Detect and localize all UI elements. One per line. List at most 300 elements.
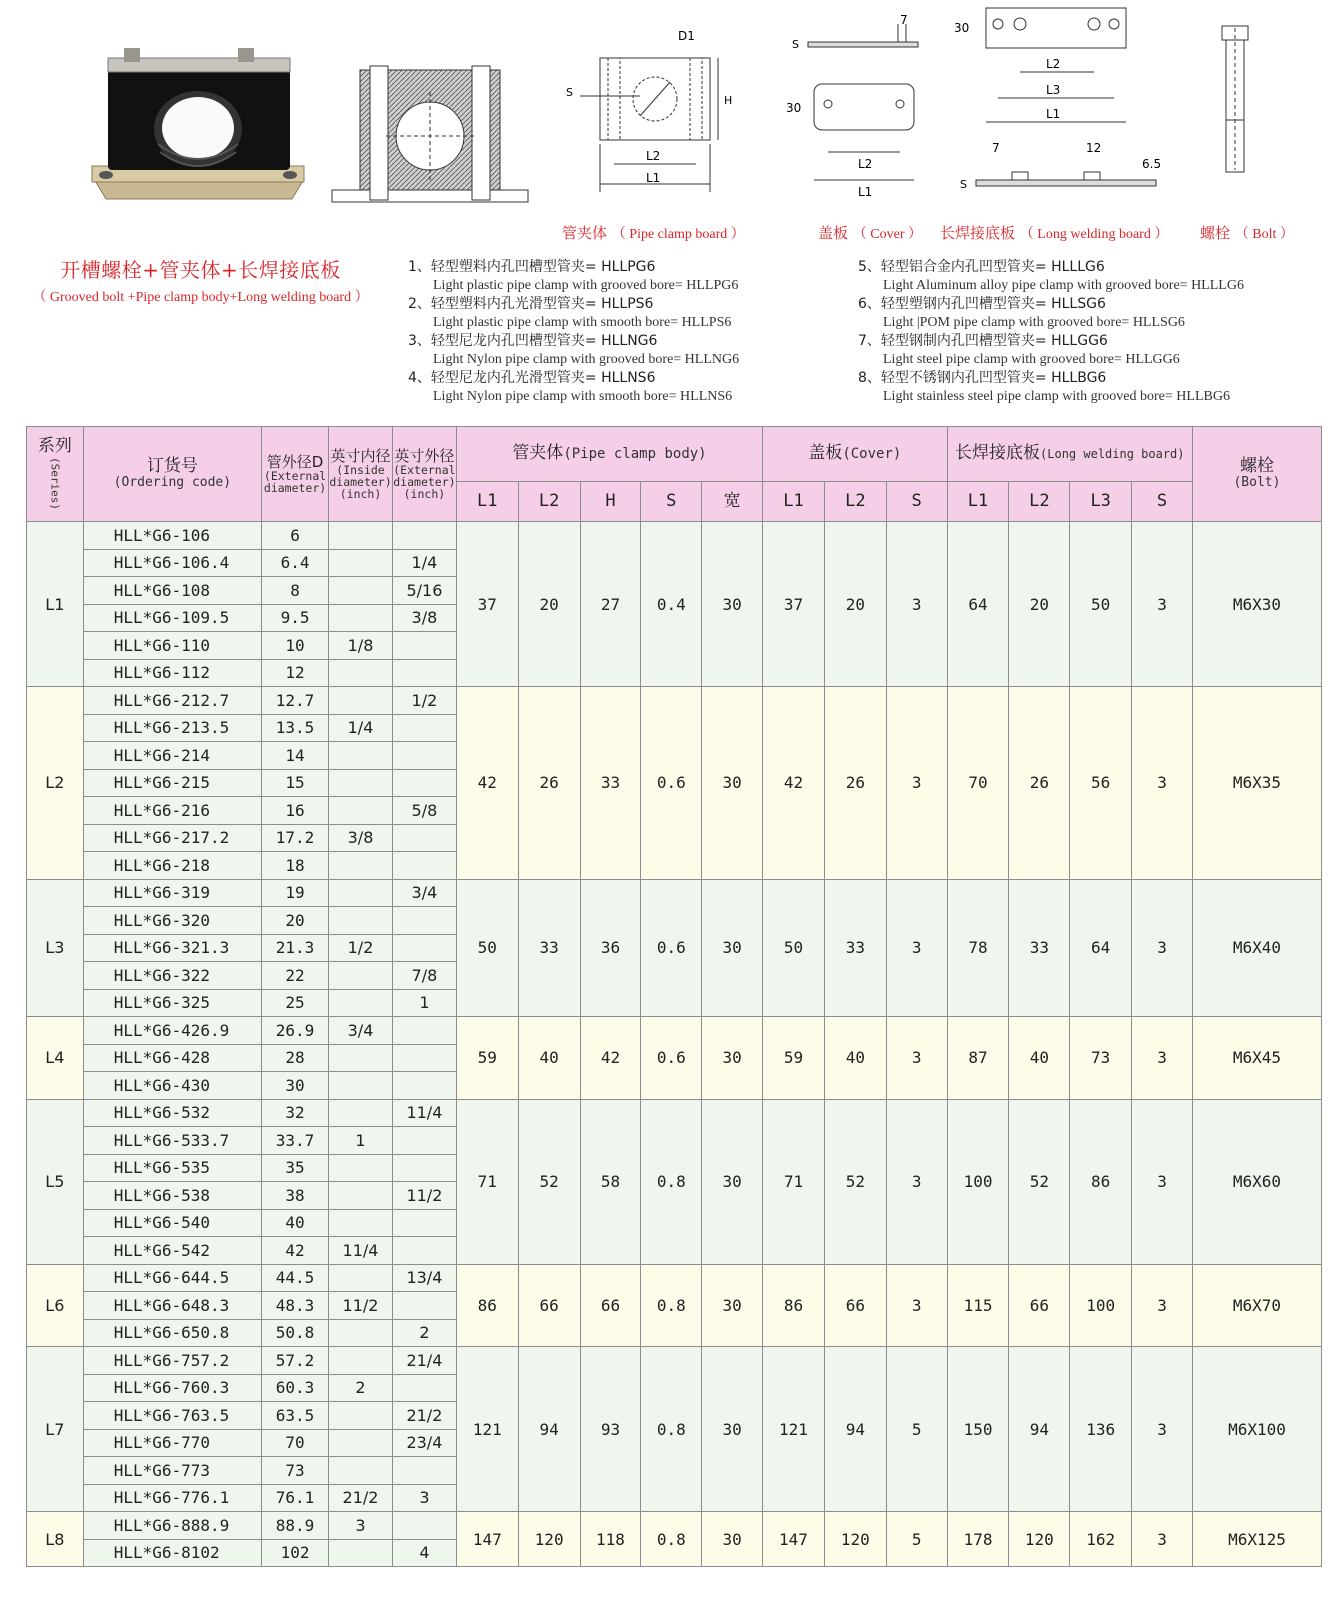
external-diameter-inch-cell bbox=[392, 1457, 456, 1485]
dim-S: S bbox=[960, 178, 967, 191]
body-l1-cell: 86 bbox=[456, 1264, 518, 1347]
inside-diameter-inch-cell bbox=[329, 522, 393, 550]
illustration-area bbox=[0, 0, 1343, 420]
weld-s-cell: 3 bbox=[1132, 1264, 1193, 1347]
external-diameter-inch-cell bbox=[392, 1044, 456, 1072]
inside-diameter-inch-cell bbox=[329, 989, 393, 1017]
ordering-code-cell: HLL*G6-8102 bbox=[83, 1539, 261, 1567]
body-s-cell: 0.8 bbox=[641, 1512, 702, 1567]
external-diameter-cell: 6 bbox=[262, 522, 329, 550]
inside-diameter-inch-cell bbox=[329, 1402, 393, 1430]
cover-l2-cell: 20 bbox=[824, 522, 886, 687]
body-s-cell: 0.8 bbox=[641, 1264, 702, 1347]
type-list-left bbox=[408, 258, 739, 406]
inside-diameter-inch-cell: 2 bbox=[329, 1374, 393, 1402]
external-diameter-inch-cell bbox=[392, 1292, 456, 1320]
inside-diameter-inch-cell: 1/4 bbox=[329, 714, 393, 742]
external-diameter-inch-cell bbox=[392, 934, 456, 962]
weld-s-cell: 3 bbox=[1132, 1512, 1193, 1567]
weld-s-cell: 3 bbox=[1132, 687, 1193, 880]
body-h-cell: 33 bbox=[580, 687, 641, 880]
type-list-right bbox=[858, 258, 1244, 406]
body-width-cell: 30 bbox=[702, 879, 763, 1017]
external-diameter-inch-cell: 11/2 bbox=[392, 1182, 456, 1210]
inside-diameter-inch-cell: 3/4 bbox=[329, 1017, 393, 1045]
ordering-code-cell: HLL*G6-320 bbox=[83, 907, 261, 935]
ordering-code-cell: HLL*G6-215 bbox=[83, 769, 261, 797]
ordering-code-cell: HLL*G6-213.5 bbox=[83, 714, 261, 742]
dim-H: H bbox=[724, 94, 733, 107]
bolt-cell: M6X40 bbox=[1192, 879, 1321, 1017]
external-diameter-inch-cell: 1 bbox=[392, 989, 456, 1017]
ordering-code-cell: HLL*G6-108 bbox=[83, 577, 261, 605]
cover-l1-cell: 37 bbox=[763, 522, 825, 687]
header-cover-l2: L2 bbox=[824, 482, 886, 522]
cover-l2-cell: 52 bbox=[824, 1099, 886, 1264]
external-diameter-inch-cell bbox=[392, 1374, 456, 1402]
inside-diameter-inch-cell bbox=[329, 577, 393, 605]
dim-S: S bbox=[792, 38, 799, 51]
cover-l1-cell: 42 bbox=[763, 687, 825, 880]
external-diameter-cell: 76.1 bbox=[262, 1484, 329, 1512]
spec-table-body bbox=[27, 522, 1322, 1567]
ordering-code-cell: HLL*G6-760.3 bbox=[83, 1374, 261, 1402]
weld-s-cell: 3 bbox=[1132, 522, 1193, 687]
inside-diameter-inch-cell: 21/2 bbox=[329, 1484, 393, 1512]
dim-L3: L3 bbox=[1046, 83, 1061, 97]
external-diameter-inch-cell bbox=[392, 1072, 456, 1100]
bolt-cell: M6X125 bbox=[1192, 1512, 1321, 1567]
ordering-code-cell: HLL*G6-770 bbox=[83, 1429, 261, 1457]
external-diameter-cell: 13.5 bbox=[262, 714, 329, 742]
series-cell: L4 bbox=[27, 1017, 84, 1100]
body-h-cell: 66 bbox=[580, 1264, 641, 1347]
series-cell: L3 bbox=[27, 879, 84, 1017]
external-diameter-inch-cell: 1/4 bbox=[392, 549, 456, 577]
ordering-code-cell: HLL*G6-217.2 bbox=[83, 824, 261, 852]
type-item: 2、轻型塑料内孔光滑型管夹= HLLPS6 Light plastic pipe clamp with smooth bore= HLLPS6 bbox=[408, 296, 732, 330]
body-width-cell: 30 bbox=[702, 1347, 763, 1512]
external-diameter-inch-cell bbox=[392, 824, 456, 852]
ordering-code-cell: HLL*G6-109.5 bbox=[83, 604, 261, 632]
external-diameter-cell: 21.3 bbox=[262, 934, 329, 962]
series-cell: L1 bbox=[27, 522, 84, 687]
inside-diameter-inch-cell: 1 bbox=[329, 1127, 393, 1155]
ordering-code-cell: HLL*G6-888.9 bbox=[83, 1512, 261, 1540]
weld-l1-cell: 70 bbox=[947, 687, 1009, 880]
external-diameter-cell: 102 bbox=[262, 1539, 329, 1567]
external-diameter-inch-cell bbox=[392, 769, 456, 797]
external-diameter-cell: 12 bbox=[262, 659, 329, 687]
weld-l2-cell: 33 bbox=[1009, 879, 1070, 1017]
external-diameter-cell: 14 bbox=[262, 742, 329, 770]
external-diameter-cell: 26.9 bbox=[262, 1017, 329, 1045]
header-body-l2: L2 bbox=[518, 482, 580, 522]
cover-s-cell: 3 bbox=[886, 879, 947, 1017]
external-diameter-cell: 57.2 bbox=[262, 1347, 329, 1375]
external-diameter-cell: 73 bbox=[262, 1457, 329, 1485]
external-diameter-inch-cell: 21/4 bbox=[392, 1347, 456, 1375]
weld-s-cell: 3 bbox=[1132, 1347, 1193, 1512]
external-diameter-inch-cell bbox=[392, 1209, 456, 1237]
inside-diameter-inch-cell bbox=[329, 769, 393, 797]
table-row bbox=[27, 1099, 1322, 1127]
ordering-code-cell: HLL*G6-650.8 bbox=[83, 1319, 261, 1347]
cover-l2-cell: 94 bbox=[824, 1347, 886, 1512]
external-diameter-cell: 48.3 bbox=[262, 1292, 329, 1320]
body-width-cell: 30 bbox=[702, 1017, 763, 1100]
header-cover: 盖板(Cover) bbox=[763, 427, 948, 482]
body-h-cell: 42 bbox=[580, 1017, 641, 1100]
dim-L1: L1 bbox=[1046, 107, 1061, 121]
main-title-en: （ Grooved bolt +Pipe clamp body+Long welding board ） bbox=[32, 290, 369, 305]
ordering-code-cell: HLL*G6-533.7 bbox=[83, 1127, 261, 1155]
external-diameter-cell: 42 bbox=[262, 1237, 329, 1265]
body-l1-cell: 147 bbox=[456, 1512, 518, 1567]
dim-L1: L1 bbox=[646, 171, 661, 185]
table-row bbox=[27, 1264, 1322, 1292]
external-diameter-inch-cell: 2 bbox=[392, 1319, 456, 1347]
body-l2-cell: 66 bbox=[518, 1264, 580, 1347]
external-diameter-inch-cell bbox=[392, 907, 456, 935]
weld-l3-cell: 73 bbox=[1070, 1017, 1132, 1100]
ordering-code-cell: HLL*G6-430 bbox=[83, 1072, 261, 1100]
ordering-code-cell: HLL*G6-426.9 bbox=[83, 1017, 261, 1045]
ordering-code-cell: HLL*G6-540 bbox=[83, 1209, 261, 1237]
inside-diameter-inch-cell: 11/4 bbox=[329, 1237, 393, 1265]
external-diameter-cell: 9.5 bbox=[262, 604, 329, 632]
external-diameter-cell: 19 bbox=[262, 879, 329, 907]
external-diameter-inch-cell: 7/8 bbox=[392, 962, 456, 990]
external-diameter-inch-cell bbox=[392, 659, 456, 687]
weld-s-cell: 3 bbox=[1132, 879, 1193, 1017]
label-bolt: 螺栓 （ Bolt ） bbox=[1200, 224, 1294, 242]
weld-l3-cell: 86 bbox=[1070, 1099, 1132, 1264]
inside-diameter-inch-cell bbox=[329, 879, 393, 907]
table-row bbox=[27, 687, 1322, 715]
external-diameter-inch-cell bbox=[392, 1127, 456, 1155]
dim-30: 30 bbox=[954, 21, 970, 35]
header-weld-l1: L1 bbox=[947, 482, 1009, 522]
external-diameter-cell: 32 bbox=[262, 1099, 329, 1127]
type-item: 4、轻型尼龙内孔光滑型管夹= HLLNS6 Light Nylon pipe clamp with smooth bore= HLLNS6 bbox=[408, 370, 733, 404]
ordering-code-cell: HLL*G6-322 bbox=[83, 962, 261, 990]
body-width-cell: 30 bbox=[702, 522, 763, 687]
header-body-s: S bbox=[641, 482, 702, 522]
weld-l2-cell: 120 bbox=[1009, 1512, 1070, 1567]
inside-diameter-inch-cell bbox=[329, 1429, 393, 1457]
weld-l3-cell: 56 bbox=[1070, 687, 1132, 880]
ordering-code-cell: HLL*G6-218 bbox=[83, 852, 261, 880]
external-diameter-cell: 70 bbox=[262, 1429, 329, 1457]
weld-l1-cell: 64 bbox=[947, 522, 1009, 687]
table-row bbox=[27, 1017, 1322, 1045]
external-diameter-inch-cell: 13/4 bbox=[392, 1264, 456, 1292]
label-cover: 盖板 （ Cover ） bbox=[818, 224, 923, 242]
body-s-cell: 0.6 bbox=[641, 879, 702, 1017]
ordering-code-cell: HLL*G6-535 bbox=[83, 1154, 261, 1182]
cover-s-cell: 5 bbox=[886, 1347, 947, 1512]
weld-l2-cell: 66 bbox=[1009, 1264, 1070, 1347]
inside-diameter-inch-cell bbox=[329, 1319, 393, 1347]
cover-l1-cell: 147 bbox=[763, 1512, 825, 1567]
external-diameter-inch-cell bbox=[392, 1512, 456, 1540]
cover-l2-cell: 33 bbox=[824, 879, 886, 1017]
label-pipe-clamp-board: 管夹体 （ Pipe clamp board ） bbox=[562, 224, 745, 242]
weld-l3-cell: 162 bbox=[1070, 1512, 1132, 1567]
body-l2-cell: 26 bbox=[518, 687, 580, 880]
header-series: 系列 (Series) bbox=[27, 427, 84, 522]
weld-l2-cell: 40 bbox=[1009, 1017, 1070, 1100]
external-diameter-cell: 6.4 bbox=[262, 549, 329, 577]
ordering-code-cell: HLL*G6-214 bbox=[83, 742, 261, 770]
cover-s-cell: 5 bbox=[886, 1512, 947, 1567]
body-l2-cell: 120 bbox=[518, 1512, 580, 1567]
inside-diameter-inch-cell: 3/8 bbox=[329, 824, 393, 852]
external-diameter-inch-cell: 21/2 bbox=[392, 1402, 456, 1430]
dim-L2: L2 bbox=[858, 157, 873, 171]
weld-s-cell: 3 bbox=[1132, 1017, 1193, 1100]
header-cover-l1: L1 bbox=[763, 482, 825, 522]
bolt-cell: M6X35 bbox=[1192, 687, 1321, 880]
body-h-cell: 58 bbox=[580, 1099, 641, 1264]
section-drawing bbox=[330, 62, 530, 206]
bolt-cell: M6X60 bbox=[1192, 1099, 1321, 1264]
table-row bbox=[27, 879, 1322, 907]
external-diameter-inch-cell: 3 bbox=[392, 1484, 456, 1512]
header-external-diameter-inch: 英寸外径 (External diameter) (inch) bbox=[392, 427, 456, 522]
cover-s-cell: 3 bbox=[886, 522, 947, 687]
label-long-welding-board: 长焊接底板 （ Long welding board ） bbox=[940, 224, 1169, 242]
body-l2-cell: 40 bbox=[518, 1017, 580, 1100]
weld-l1-cell: 100 bbox=[947, 1099, 1009, 1264]
series-cell: L8 bbox=[27, 1512, 84, 1567]
weld-l2-cell: 26 bbox=[1009, 687, 1070, 880]
body-width-cell: 30 bbox=[702, 1099, 763, 1264]
bolt-cell: M6X45 bbox=[1192, 1017, 1321, 1100]
table-row bbox=[27, 522, 1322, 550]
ordering-code-cell: HLL*G6-106.4 bbox=[83, 549, 261, 577]
body-s-cell: 0.6 bbox=[641, 687, 702, 880]
cover-s-cell: 3 bbox=[886, 1017, 947, 1100]
ordering-code-cell: HLL*G6-212.7 bbox=[83, 687, 261, 715]
series-cell: L6 bbox=[27, 1264, 84, 1347]
dim-D1: D1 bbox=[678, 29, 695, 43]
cover-l1-cell: 71 bbox=[763, 1099, 825, 1264]
external-diameter-inch-cell bbox=[392, 1237, 456, 1265]
inside-diameter-inch-cell bbox=[329, 962, 393, 990]
external-diameter-inch-cell: 5/8 bbox=[392, 797, 456, 825]
ordering-code-cell: HLL*G6-112 bbox=[83, 659, 261, 687]
dim-S: S bbox=[566, 86, 573, 99]
external-diameter-cell: 35 bbox=[262, 1154, 329, 1182]
inside-diameter-inch-cell bbox=[329, 1539, 393, 1567]
ordering-code-cell: HLL*G6-773 bbox=[83, 1457, 261, 1485]
external-diameter-inch-cell: 5/16 bbox=[392, 577, 456, 605]
bolt-drawing bbox=[1210, 20, 1260, 180]
cover-l1-cell: 121 bbox=[763, 1347, 825, 1512]
cover-l1-cell: 86 bbox=[763, 1264, 825, 1347]
external-diameter-inch-cell bbox=[392, 522, 456, 550]
ordering-code-cell: HLL*G6-644.5 bbox=[83, 1264, 261, 1292]
ordering-code-cell: HLL*G6-110 bbox=[83, 632, 261, 660]
external-diameter-cell: 40 bbox=[262, 1209, 329, 1237]
header-external-diameter: 管外径D (External diameter) bbox=[262, 427, 329, 522]
dim-30: 30 bbox=[786, 101, 802, 115]
cover-l1-cell: 50 bbox=[763, 879, 825, 1017]
external-diameter-cell: 22 bbox=[262, 962, 329, 990]
header-bolt: 螺栓 (Bolt) bbox=[1192, 427, 1321, 522]
external-diameter-cell: 63.5 bbox=[262, 1402, 329, 1430]
inside-diameter-inch-cell bbox=[329, 1099, 393, 1127]
inside-diameter-inch-cell bbox=[329, 852, 393, 880]
external-diameter-inch-cell bbox=[392, 714, 456, 742]
body-h-cell: 36 bbox=[580, 879, 641, 1017]
body-l1-cell: 59 bbox=[456, 1017, 518, 1100]
bolt-cell: M6X70 bbox=[1192, 1264, 1321, 1347]
inside-diameter-inch-cell bbox=[329, 1072, 393, 1100]
external-diameter-cell: 17.2 bbox=[262, 824, 329, 852]
body-h-cell: 27 bbox=[580, 522, 641, 687]
type-item: 5、轻型铝合金内孔凹型管夹= HLLLG6 Light Aluminum alloy pipe clamp with grooved bore= HLLLG6 bbox=[858, 259, 1244, 293]
weld-l1-cell: 150 bbox=[947, 1347, 1009, 1512]
body-h-cell: 118 bbox=[580, 1512, 641, 1567]
inside-diameter-inch-cell bbox=[329, 1347, 393, 1375]
header-body-h: H bbox=[580, 482, 641, 522]
ordering-code-cell: HLL*G6-321.3 bbox=[83, 934, 261, 962]
header-weld-l3: L3 bbox=[1070, 482, 1132, 522]
header-body-l1: L1 bbox=[456, 482, 518, 522]
body-h-cell: 93 bbox=[580, 1347, 641, 1512]
inside-diameter-inch-cell bbox=[329, 797, 393, 825]
weld-l1-cell: 115 bbox=[947, 1264, 1009, 1347]
inside-diameter-inch-cell bbox=[329, 604, 393, 632]
dim-7: 7 bbox=[992, 141, 1000, 155]
inside-diameter-inch-cell bbox=[329, 742, 393, 770]
body-l2-cell: 94 bbox=[518, 1347, 580, 1512]
ordering-code-cell: HLL*G6-542 bbox=[83, 1237, 261, 1265]
body-l2-cell: 33 bbox=[518, 879, 580, 1017]
body-l1-cell: 71 bbox=[456, 1099, 518, 1264]
inside-diameter-inch-cell bbox=[329, 1182, 393, 1210]
external-diameter-inch-cell: 3/8 bbox=[392, 604, 456, 632]
header-long-welding-board: 长焊接底板(Long welding board) bbox=[947, 427, 1192, 482]
cover-l2-cell: 66 bbox=[824, 1264, 886, 1347]
inside-diameter-inch-cell bbox=[329, 1154, 393, 1182]
external-diameter-cell: 10 bbox=[262, 632, 329, 660]
cover-l2-cell: 40 bbox=[824, 1017, 886, 1100]
cover-l2-cell: 26 bbox=[824, 687, 886, 880]
body-width-cell: 30 bbox=[702, 1264, 763, 1347]
dim-7: 7 bbox=[900, 13, 908, 27]
inside-diameter-inch-cell bbox=[329, 659, 393, 687]
dim-L2: L2 bbox=[1046, 57, 1061, 71]
inside-diameter-inch-cell: 1/2 bbox=[329, 934, 393, 962]
inside-diameter-inch-cell: 3 bbox=[329, 1512, 393, 1540]
bolt-cell: M6X30 bbox=[1192, 522, 1321, 687]
body-s-cell: 0.8 bbox=[641, 1347, 702, 1512]
header-ordering-code: 订货号 (Ordering code) bbox=[83, 427, 261, 522]
table-row bbox=[27, 1347, 1322, 1375]
body-s-cell: 0.4 bbox=[641, 522, 702, 687]
inside-diameter-inch-cell bbox=[329, 1209, 393, 1237]
ordering-code-cell: HLL*G6-428 bbox=[83, 1044, 261, 1072]
header-body-width: 宽 bbox=[702, 482, 763, 522]
body-l2-cell: 20 bbox=[518, 522, 580, 687]
external-diameter-cell: 15 bbox=[262, 769, 329, 797]
ordering-code-cell: HLL*G6-538 bbox=[83, 1182, 261, 1210]
header-weld-s: S bbox=[1132, 482, 1193, 522]
external-diameter-cell: 20 bbox=[262, 907, 329, 935]
external-diameter-inch-cell: 4 bbox=[392, 1539, 456, 1567]
type-item: 1、轻型塑料内孔凹槽型管夹= HLLPG6 Light plastic pipe clamp with grooved bore= HLLPG6 bbox=[408, 259, 739, 293]
weld-s-cell: 3 bbox=[1132, 1099, 1193, 1264]
cover-l2-cell: 120 bbox=[824, 1512, 886, 1567]
weld-l1-cell: 78 bbox=[947, 879, 1009, 1017]
dim-L2: L2 bbox=[646, 149, 661, 163]
ordering-code-cell: HLL*G6-532 bbox=[83, 1099, 261, 1127]
inside-diameter-inch-cell bbox=[329, 687, 393, 715]
external-diameter-inch-cell: 11/4 bbox=[392, 1099, 456, 1127]
external-diameter-cell: 60.3 bbox=[262, 1374, 329, 1402]
body-width-cell: 30 bbox=[702, 687, 763, 880]
cover-s-cell: 3 bbox=[886, 1264, 947, 1347]
pipe-clamp-drawing bbox=[560, 24, 740, 204]
external-diameter-cell: 28 bbox=[262, 1044, 329, 1072]
body-s-cell: 0.6 bbox=[641, 1017, 702, 1100]
body-l1-cell: 42 bbox=[456, 687, 518, 880]
type-item: 6、轻型塑钢内孔凹槽型管夹= HLLSG6 Light |POM pipe clamp with grooved bore= HLLSG6 bbox=[858, 296, 1185, 330]
external-diameter-inch-cell bbox=[392, 1017, 456, 1045]
weld-l2-cell: 94 bbox=[1009, 1347, 1070, 1512]
dim-L1: L1 bbox=[858, 185, 873, 199]
body-l1-cell: 121 bbox=[456, 1347, 518, 1512]
header-pipe-clamp-body: 管夹体(Pipe clamp body) bbox=[456, 427, 762, 482]
type-item: 8、轻型不锈钢内孔凹型管夹= HLLBG6 Light stainless steel pipe clamp with grooved bore= HLLBG6 bbox=[858, 370, 1230, 404]
type-item: 3、轻型尼龙内孔凹槽型管夹= HLLNG6 Light Nylon pipe clamp with grooved bore= HLLNG6 bbox=[408, 333, 740, 367]
ordering-code-cell: HLL*G6-216 bbox=[83, 797, 261, 825]
header-cover-s: S bbox=[886, 482, 947, 522]
ordering-code-cell: HLL*G6-106 bbox=[83, 522, 261, 550]
weld-l3-cell: 50 bbox=[1070, 522, 1132, 687]
ordering-code-cell: HLL*G6-325 bbox=[83, 989, 261, 1017]
external-diameter-inch-cell: 23/4 bbox=[392, 1429, 456, 1457]
body-l1-cell: 50 bbox=[456, 879, 518, 1017]
header-inside-diameter-inch: 英寸内径 (Inside diameter) (inch) bbox=[329, 427, 393, 522]
body-s-cell: 0.8 bbox=[641, 1099, 702, 1264]
weld-l1-cell: 87 bbox=[947, 1017, 1009, 1100]
external-diameter-cell: 12.7 bbox=[262, 687, 329, 715]
external-diameter-cell: 38 bbox=[262, 1182, 329, 1210]
type-item: 7、轻型钢制内孔凹槽型管夹= HLLGG6 Light steel pipe clamp with grooved bore= HLLGG6 bbox=[858, 333, 1180, 367]
bolt-cell: M6X100 bbox=[1192, 1347, 1321, 1512]
cover-drawing bbox=[782, 12, 932, 202]
spec-table-wrapper bbox=[26, 426, 1322, 1567]
inside-diameter-inch-cell bbox=[329, 1457, 393, 1485]
inside-diameter-inch-cell: 11/2 bbox=[329, 1292, 393, 1320]
inside-diameter-inch-cell: 1/8 bbox=[329, 632, 393, 660]
cover-l1-cell: 59 bbox=[763, 1017, 825, 1100]
ordering-code-cell: HLL*G6-648.3 bbox=[83, 1292, 261, 1320]
external-diameter-inch-cell bbox=[392, 742, 456, 770]
ordering-code-cell: HLL*G6-763.5 bbox=[83, 1402, 261, 1430]
weld-l1-cell: 178 bbox=[947, 1512, 1009, 1567]
main-title-zh: 开槽螺栓+管夹体+长焊接底板 bbox=[60, 258, 341, 282]
weld-l2-cell: 20 bbox=[1009, 522, 1070, 687]
external-diameter-inch-cell bbox=[392, 1154, 456, 1182]
inside-diameter-inch-cell bbox=[329, 1044, 393, 1072]
ordering-code-cell: HLL*G6-319 bbox=[83, 879, 261, 907]
